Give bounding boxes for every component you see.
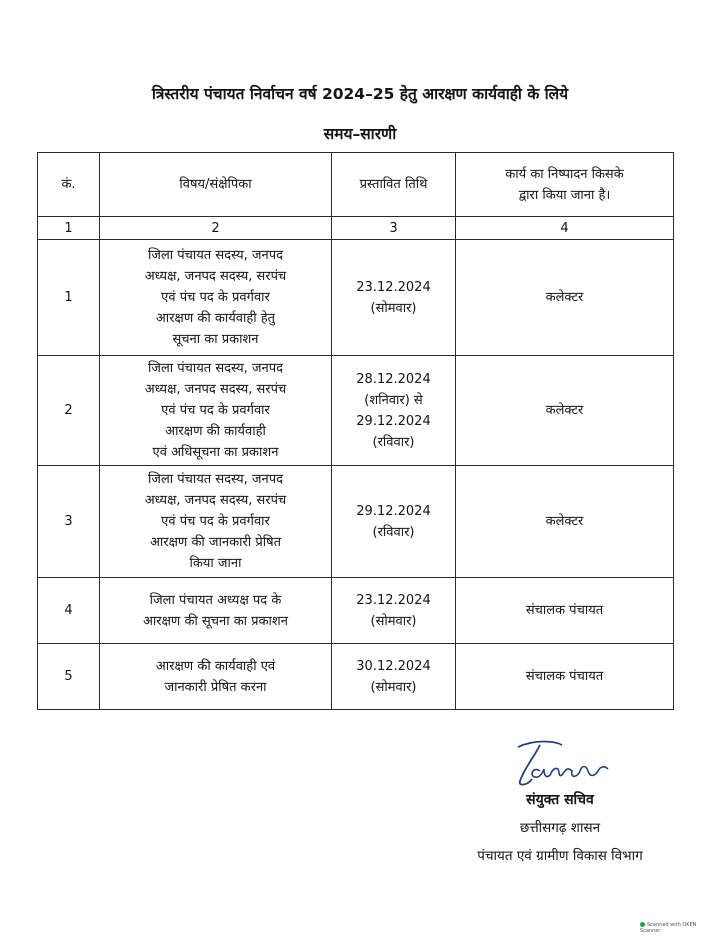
row-subject <box>100 466 332 578</box>
header-subject: विषय/संक्षेपिका <box>100 153 332 217</box>
scanner-text: Scanned with OKEN Scanner <box>640 922 697 934</box>
date-line: 30.12.2024 <box>356 658 431 674</box>
header-serial: कं. <box>38 153 100 217</box>
row-serial: 4 <box>38 578 100 644</box>
table-row <box>38 466 674 578</box>
subject-line: एवं पंच पद के प्रवर्गवार <box>161 290 270 305</box>
subject-line: सूचना का प्रकाशन <box>172 332 259 347</box>
subject-line: जिला पंचायत सदस्य, जनपद <box>147 472 284 487</box>
row-date <box>332 578 456 644</box>
date-line: (सोमवार) <box>370 300 417 316</box>
row-date <box>332 644 456 710</box>
document-subtitle: समय–सारणी <box>323 125 397 143</box>
row-date <box>332 356 456 466</box>
subject-line: आरक्षण की जानकारी प्रेषित <box>149 535 282 550</box>
column-number: 4 <box>456 217 674 240</box>
date-line: 29.12.2024 <box>356 503 431 519</box>
signatory-department: पंचायत एवं ग्रामीण विकास विभाग <box>477 848 643 864</box>
table-header-row <box>38 153 674 217</box>
table-row <box>38 356 674 466</box>
header-authority-line2: द्वारा किया जाना है। <box>518 187 611 203</box>
table-row <box>38 644 674 710</box>
subject-line: जिला पंचायत सदस्य, जनपद <box>147 361 284 376</box>
subject-line: जिला पंचायत सदस्य, जनपद <box>147 248 284 263</box>
row-authority: कलेक्टर <box>456 240 674 356</box>
subject-line: किया जाना <box>189 556 242 571</box>
row-subject <box>100 356 332 466</box>
subject-line: आरक्षण की सूचना का प्रकाशन <box>143 613 288 629</box>
subject-line: एवं पंच पद के प्रवर्गवार <box>161 514 270 529</box>
schedule-table <box>37 152 674 710</box>
row-subject <box>100 240 332 356</box>
row-subject <box>100 578 332 644</box>
subject-line: जिला पंचायत अध्यक्ष पद के <box>149 592 282 608</box>
signatory-state: छत्तीसगढ़ शासन <box>519 820 601 836</box>
date-line: 23.12.2024 <box>356 592 431 608</box>
subject-line: अध्यक्ष, जनपद सदस्य, सरपंच <box>144 382 287 397</box>
signature-icon <box>510 735 620 790</box>
subject-line: एवं पंच पद के प्रवर्गवार <box>161 403 270 418</box>
signatory-designation: संयुक्त सचिव <box>526 792 594 808</box>
date-line: (सोमवार) <box>370 613 417 629</box>
header-authority-line1: कार्य का निष्पादन किसके <box>505 166 624 182</box>
subject-line: जानकारी प्रेषित करना <box>164 679 267 695</box>
subject-line: एवं अधिसूचना का प्रकाशन <box>152 445 279 460</box>
scanner-watermark <box>640 922 717 934</box>
date-line: (शनिवार) से <box>364 392 423 408</box>
subject-line: आरक्षण की कार्यवाही हेतु <box>155 311 276 326</box>
column-number-row <box>38 217 674 240</box>
column-number: 1 <box>38 217 100 240</box>
row-serial: 3 <box>38 466 100 578</box>
subject-line: अध्यक्ष, जनपद सदस्य, सरपंच <box>144 269 287 284</box>
table-body <box>38 240 674 710</box>
row-date <box>332 240 456 356</box>
row-authority: कलेक्टर <box>456 356 674 466</box>
row-serial: 2 <box>38 356 100 466</box>
row-authority: संचालक पंचायत <box>456 578 674 644</box>
date-line: 28.12.2024 <box>356 371 431 387</box>
row-serial: 1 <box>38 240 100 356</box>
signature <box>510 735 620 790</box>
document-title: त्रिस्तरीय पंचायत निर्वाचन वर्ष 2024–25 हेतु आरक्षण कार्यवाही के लिये <box>151 85 569 103</box>
table-row <box>38 240 674 356</box>
date-line: (रविवार) <box>372 434 415 450</box>
date-line: (सोमवार) <box>370 679 417 695</box>
date-line: 29.12.2024 <box>356 413 431 429</box>
row-subject <box>100 644 332 710</box>
subject-line: आरक्षण की कार्यवाही <box>165 424 266 439</box>
date-line: 23.12.2024 <box>356 279 431 295</box>
row-authority: कलेक्टर <box>456 466 674 578</box>
date-line: (रविवार) <box>372 524 415 540</box>
table-row <box>38 578 674 644</box>
column-number: 3 <box>332 217 456 240</box>
header-authority <box>456 153 674 217</box>
row-date <box>332 466 456 578</box>
header-date: प्रस्तावित तिथि <box>332 153 456 217</box>
subject-line: आरक्षण की कार्यवाही एवं <box>155 658 276 674</box>
row-serial: 5 <box>38 644 100 710</box>
row-authority: संचालक पंचायत <box>456 644 674 710</box>
column-number: 2 <box>100 217 332 240</box>
subject-line: अध्यक्ष, जनपद सदस्य, सरपंच <box>144 493 287 508</box>
scanner-logo-icon <box>640 922 645 927</box>
